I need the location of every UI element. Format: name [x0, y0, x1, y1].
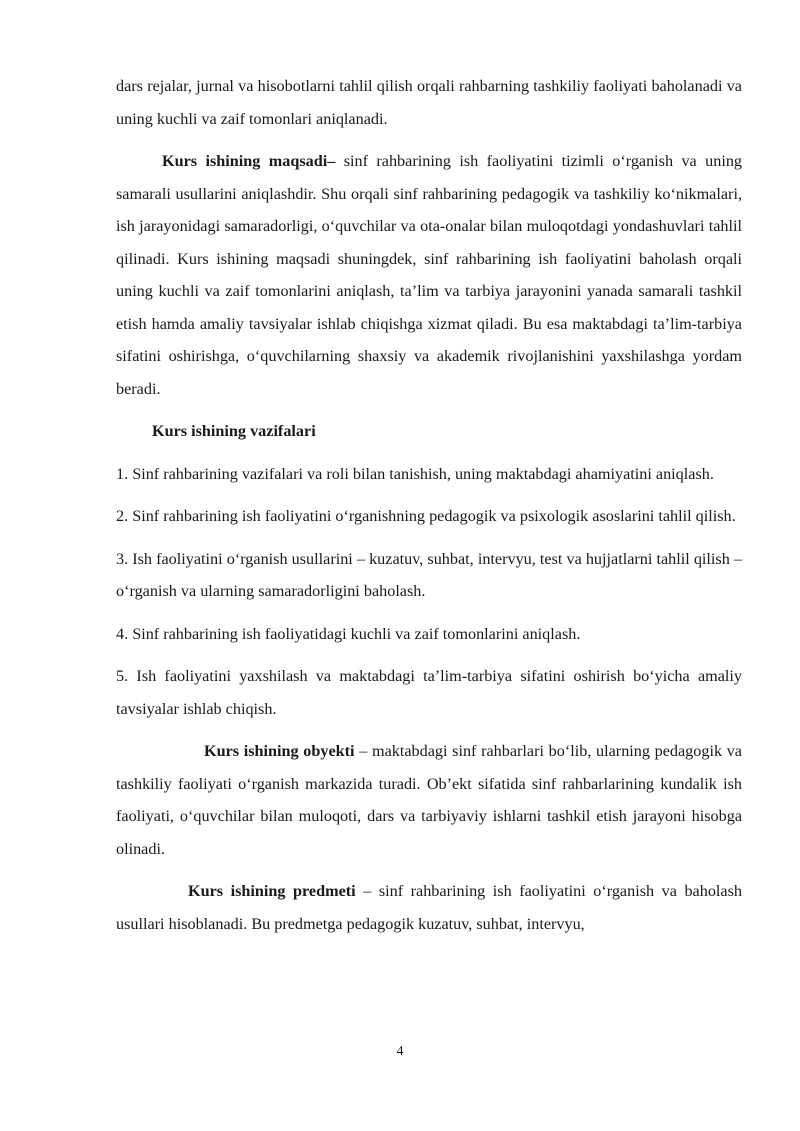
heading-obyekt: Kurs ishining obyekti [204, 742, 355, 760]
task-item-3: 3. Ish faoliyatini o‘rganish usullarini – kuzatuv, suhbat, intervyu, test va hujjatlarni tahlil qilish – o‘rganish va ularning samaradorligini baholash. [116, 549, 742, 600]
heading-maqsad: Kurs ishining maqsadi– [162, 152, 336, 170]
task-item-4: 4. Sinf rahbarining ish faoliyatidagi kuchli va zaif tomonlarini aniqlash. [116, 624, 581, 643]
paragraph-intro: dars rejalar, jurnal va hisobotlarni tahlil qilish orqali rahbarning tashkiliy faoliyati baholanadi va uning kuchli va zaif tomonlari aniqlanadi. [116, 77, 742, 128]
task-item-5: 5. Ish faoliyatini yaxshilash va maktabdagi ta’lim-tarbiya sifatini oshirish bo‘yicha amaliy tavsiyalar ishlab chiqish. [116, 667, 742, 718]
document-page [116, 70, 742, 940]
heading-predmet: Kurs ishining predmeti [188, 882, 356, 900]
paragraph-predmet [116, 875, 742, 940]
maqsad-text: sinf rahbarining ish faoliyatini tizimli o‘rganish va uning samarali usullarini aniqlashdir. Shu orqali sinf rahbarining pedagogik va tashkiliy ko‘nikmalari, ish jarayonidagi samaradorligi, o‘quvchilar va ota-onalar bilan muloqotdagi yondashuvlari tahlil qilinadi. Kurs ishining maqsadi shuningdek, sinf rahbarining ish faoliyatini baholash orqali uning kuchli va zaif tomonlarini aniqlash, ta’lim va tarbiya jarayonini yanada samarali tashkil etish hamda amaliy tavsiyalar ishlab chiqishga xizmat qiladi. Bu esa maktabdagi ta’lim-tarbiya sifatini oshirishga, o‘quvchilarning shaxsiy va akademik rivojlanishini yaxshilashga yordam beradi. [116, 152, 743, 398]
obyekt-text: – maktabdagi sinf rahbarlari bo‘lib, ularning pedagogik va tashkiliy faoliyati o‘rganish markazida turadi. Ob’ekt sifatida sinf rahbarlarining kundalik ish faoliyati, o‘quvchilar bilan muloqoti, dars va tarbiyaviy ishlarni tashkil etish jarayoni hisobga olinadi. [116, 742, 742, 858]
heading-vazifalari: Kurs ishining vazifalari [152, 422, 316, 440]
task-item-1: 1. Sinf rahbarining vazifalari va roli bilan tanishish, uning maktabdagi ahamiyatini aniqlash. [116, 464, 714, 483]
predmet-text: – sinf rahbarining ish faoliyatini o‘rganish va baholash usullari hisoblanadi. Bu predmetga pedagogik kuzatuv, suhbat, intervyu, [116, 882, 742, 933]
paragraph-obyekt [116, 735, 742, 865]
page-number: 4 [396, 1044, 404, 1059]
paragraph-maqsad [116, 145, 742, 405]
task-item-2: 2. Sinf rahbarining ish faoliyatini o‘rganishning pedagogik va psixologik asoslarini tahlil qilish. [116, 507, 736, 525]
